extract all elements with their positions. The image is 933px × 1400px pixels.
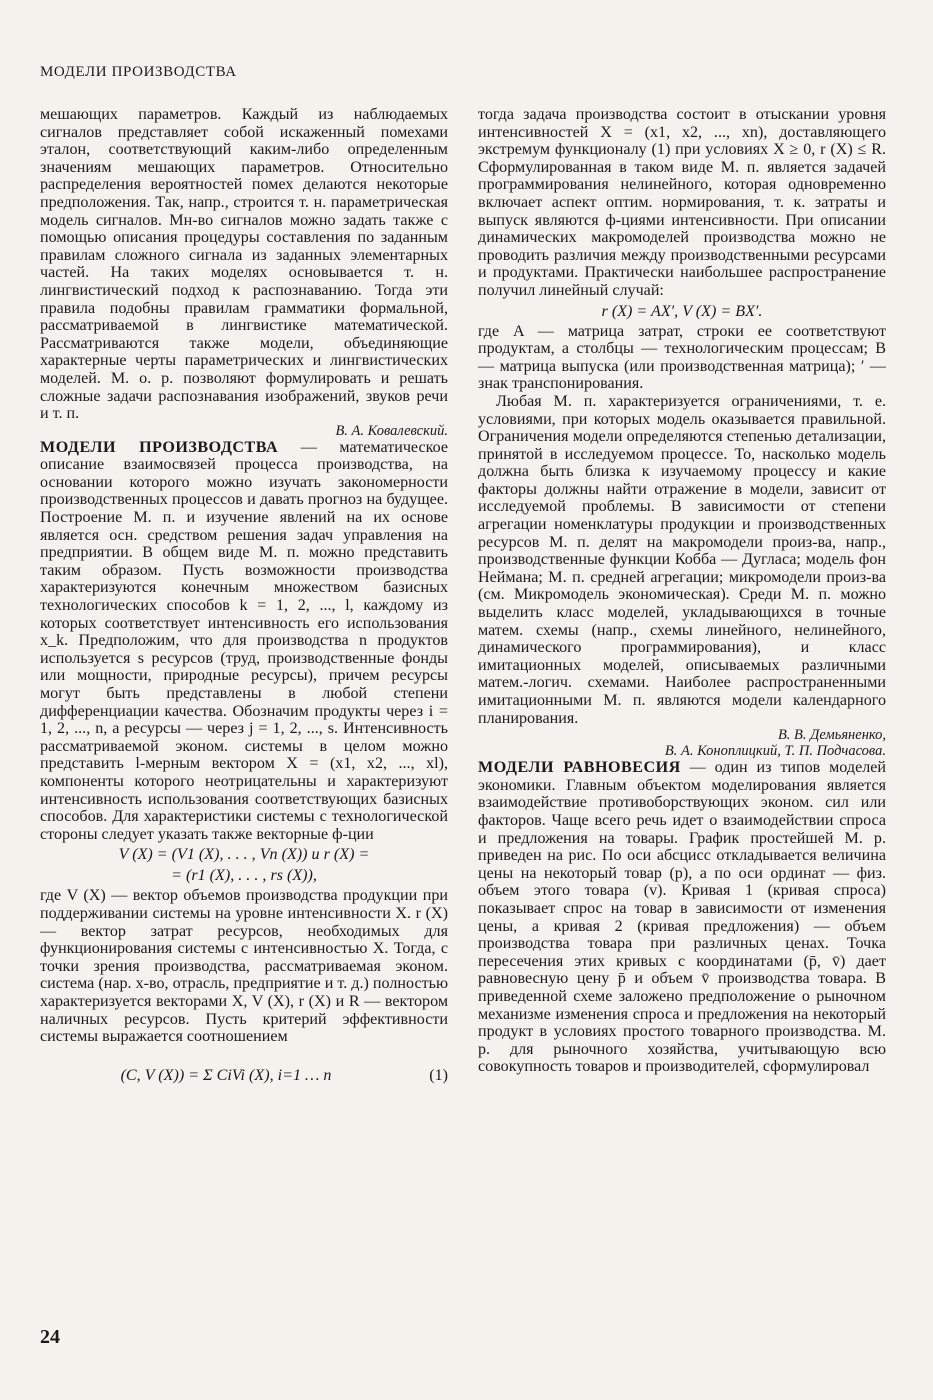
entry-paragraph [478, 759, 886, 1076]
formula: = (r1 (X), . . . , rs (X)), [171, 867, 317, 885]
author-signature: В. В. Демьяненко, [777, 727, 886, 744]
formula: V (X) = (V1 (X), . . . , Vn (X)) и r (X) = [118, 846, 370, 864]
running-head: МОДЕЛИ ПРОИЗВОДСТВА [40, 64, 237, 80]
entry-text: — математическое описание взаимосвязей процесса производства, на основании которого можно изучать закономерности производственных процессов и давать прогноз на будущее. Построение М. п. и изучение явлений на их основе является осн. средством решения задач управления на предприятии. В общем виде М. п. можно представить таким образом. Пусть возможности производства характеризуются конечным множеством базисных технологических способов k = 1, 2, ..., l, каждому из которых соответствует интенсивность его использования x_k. Предположим, что для производства n продуктов используется s ресурсов (труд, производственные фонды или мощности, природные ресурсы), причем ресурсы могут быть представлены в любой степени дифференциации качества. Обозначим продукты через i = 1, 2, ..., n, а ресурсы — через j = 1, 2, ..., s. Интенсивность рассматриваемой эконом. системы в целом можно представить l-мерным вектором X = (x1, x2, ..., xl), компоненты которого неотрицательны и характеризуют интенсивность использования соответствующих базисных способов. Для характеристики системы с технологической стороны следует указать также векторные ф-ции [40, 438, 449, 843]
equation-number: (1) [429, 1066, 448, 1084]
author-signature: В. А. Коноплицкий, Т. П. Подчасова. [664, 743, 886, 760]
entry-head: МОДЕЛИ РАВНОВЕСИЯ [478, 759, 681, 777]
paragraph: где V (X) — вектор объемов производства продукции при поддерживании системы на уровне интенсивности X. r (X) — вектор затрат ресурсов, необходимых для функционирования системы с интенсивностью X. Тогда, с точки зрения производства, рассматриваемая эконом. система (нар. х-во, отрасль, предприятие и т. д.) полностью характеризуется векторами X, V (X), r (X) и R — вектором наличных ресурсов. Пусть критерий эффективности системы выражается соотношением [40, 887, 448, 1046]
right-column [478, 106, 886, 1076]
numbered-formula [40, 1050, 448, 1102]
page-number: 24 [40, 1326, 60, 1348]
paragraph: Любая М. п. характеризуется ограничениями, т. е. условиями, при которых модель оказывается правильной. Ограничения модели определяются степенью детализации, принятой в исследуемом процессе. То, насколько модель должна быть близка к изучаемому процессу и какие факторы должны найти отражение в модели, зависит от исследуемой проблемы. В зависимости от степени агрегации номенклатуры продукции и производственных ресурсов М. п. делят на макромодели произ-ва, напр., производственные функции Кобба — Дугласа; модель фон Неймана; М. п. средней агрегации; микромодели произ-ва (см. Микромодель экономическая). Среди М. п. можно выделить класс моделей, укладывающихся в точные матем. схемы (напр., схемы линейного, нелинейного, динамического программирования), и класс имитационных моделей, описываемых различными матем.-логич. схемами. Наиболее распространенными имитационными М. п. являются модели календарного планирования. [478, 392, 886, 727]
paragraph: где A — матрица затрат, строки ее соответствуют продуктам, а столбцы — технологическим процессам; B — матрица выпуска (или производственная матрица); ′ — знак транспонирования. [478, 322, 886, 393]
entry-paragraph [40, 439, 448, 844]
paragraph: мешающих параметров. Каждый из наблюдаемых сигналов представляет собой искаженный помехами эталон, соответствующий каким-либо определенным значениям мешающих параметров. Относительно распределения вероятностей помех делаются некоторые предположения. Так, напр., строится т. н. параметрическая модель сигналов. Мн-во сигналов можно задать также с помощью описания процедуры составления по заданным правилам сложного сигнала из заданных элементарных частей. На таких моделях основывается т. н. лингвистический подход к распознаванию. Тогда эти правила подобны правилам грамматики формальной, рассматриваемой в лингвистике математической. Рассматриваются также модели, объединяющие характерные черты параметрических и лингвистических моделей. М. о. р. позволяют формулировать и решать сложные задачи распознавания изображений, звуков речи и т. п. [40, 106, 448, 423]
entry-head: МОДЕЛИ ПРОИЗВОДСТВА [40, 438, 279, 456]
left-column [40, 106, 448, 1102]
author-signature: В. А. Ковалевский. [335, 422, 448, 439]
formula: (C, V (X)) = Σ CiVi (X), i=1 … n [120, 1066, 332, 1084]
formula: r (X) = AX′, V (X) = BX′. [601, 302, 763, 320]
entry-text: — один из типов моделей экономики. Главным объектом моделирования является взаимодействие противоборствующих эконом. сил или факторов. Чаще всего речь идет о взаимодействии спроса и предложения на товары. График простейшей М. р. приведен на рис. По оси абсцисс откладывается величина цены на некоторый товар (p), а по оси ординат — физ. объем этого товара (v). Кривая 1 (кривая спроса) показывает спрос на товар в зависимости от изменения цены, а кривая 2 (кривая предложения) — объем производства товара при различных ценах. Точка пересечения этих кривых с координатами (p̄, v̄) дает равновесную цену p̄ и объем v̄ производства товара. В приведенной схеме заложено предположение о рыночном механизме изменения спроса и предложения на некоторый продукт в условиях простого товарного производства. М. р. для рыночного хозяйства, учитывающую всю совокупность товаров и производителей, сформулировал [478, 759, 886, 1076]
paragraph: тогда задача производства состоит в отыскании уровня интенсивностей X = (x1, x2, ..., xn), доставляющего экстремум функционалу (1) при условиях X ≥ 0, r (X) ≤ R. Сформулированная в таком виде М. п. является задачей программирования нелинейного, которая одновременно включает аспект оптим. нормирования, т. к. затраты и выпуск являются ф-циями интенсивности. При описании динамических макромоделей производства можно не проводить различия между производственными ресурсами и продуктами. Практически наибольшее распространение получил линейный случай: [478, 106, 886, 299]
